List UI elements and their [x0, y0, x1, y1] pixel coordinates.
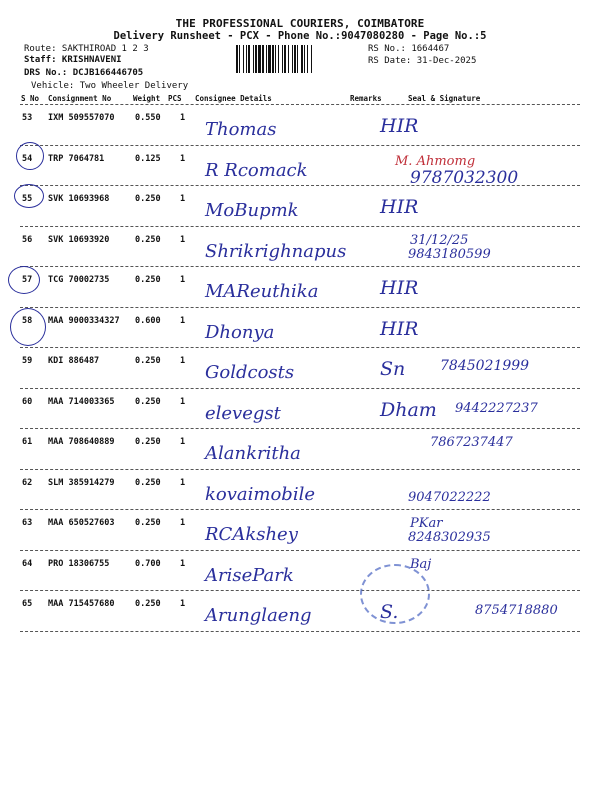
table-row: [0, 267, 600, 307]
pen-circle-57: [8, 266, 40, 294]
consignee-signature: MAReuthika: [205, 281, 319, 302]
row-pcs: 1: [180, 234, 186, 245]
contact-number-handwritten: 9787032300: [410, 167, 519, 188]
table-row: [0, 389, 600, 429]
row-sno: 55: [22, 194, 33, 204]
consignee-signature: Thomas: [205, 119, 277, 140]
row-consignment-no: MAA 650527603: [48, 518, 115, 528]
contact-number-handwritten: 9047022222: [408, 489, 491, 505]
row-weight: 0.250: [135, 437, 161, 447]
row-pcs: 1: [180, 477, 186, 488]
remark-signature: Sn: [380, 358, 406, 380]
remark-signature: M. Ahmomg: [395, 153, 476, 169]
consignee-signature: RCAkshey: [205, 524, 298, 545]
runsheet-subtitle: Delivery Runsheet - PCX - Phone No.:9047080280 - Page No.:5: [113, 30, 487, 42]
row-sno: 63: [22, 518, 33, 528]
row-weight: 0.250: [135, 275, 161, 285]
consignee-signature: Alankritha: [205, 443, 301, 464]
row-pcs: 1: [180, 599, 186, 609]
remark-signature: PKar: [410, 516, 443, 531]
rs-number: RS No.: 1664467: [368, 44, 450, 54]
row-consignment-no: TRP 7064781: [48, 153, 105, 164]
row-pcs: 1: [180, 558, 186, 569]
consignee-signature: ArisePark: [205, 564, 294, 586]
company-stamp: [360, 564, 430, 624]
remark-signature: Baj: [410, 556, 432, 572]
table-row: [0, 186, 600, 226]
row-consignment-no: KDI 886487: [48, 356, 100, 366]
contact-number-handwritten: 8248302935: [408, 530, 491, 545]
row-weight: 0.600: [135, 315, 161, 326]
row-sno: 56: [22, 234, 33, 245]
row-sno: 61: [22, 437, 33, 447]
rs-date: RS Date: 31-Dec-2025: [368, 56, 477, 66]
col-consignee: Consignee Details: [195, 94, 272, 103]
col-weight: Weight: [133, 94, 161, 103]
row-weight: 0.250: [135, 356, 161, 366]
col-pcs: PCS: [168, 94, 182, 103]
table-row: [0, 470, 600, 510]
col-remarks: Remarks: [350, 94, 382, 103]
row-weight: 0.250: [135, 396, 161, 407]
row-sno: 53: [22, 113, 33, 123]
vehicle-label: Vehicle: Two Wheeler Delivery: [31, 81, 189, 91]
consignee-signature: Arunglaeng: [205, 605, 312, 626]
row-sno: 65: [22, 599, 33, 609]
table-row: [0, 429, 600, 469]
consignee-signature: MoBupmk: [205, 200, 299, 221]
row-weight: 0.700: [135, 558, 161, 569]
row-weight: 0.250: [135, 599, 161, 609]
remark-signature: Dham: [380, 398, 437, 421]
row-pcs: 1: [180, 153, 186, 164]
row-pcs: 1: [180, 275, 186, 285]
row-weight: 0.250: [135, 194, 161, 204]
consignee-signature: R Rcomack: [205, 159, 308, 181]
table-row: [0, 105, 600, 145]
table-row: [0, 227, 600, 267]
consignee-signature: kovaimobile: [205, 483, 315, 505]
barcode: [236, 45, 364, 73]
remark-signature: HIR: [380, 317, 419, 340]
table-row: [0, 551, 600, 591]
row-sno: 57: [22, 275, 33, 285]
row-sno: 62: [22, 477, 33, 488]
col-sno: S No: [21, 94, 40, 103]
col-seal-signature: Seal & Signature: [408, 94, 481, 103]
row-consignment-no: SVK 10693968: [48, 194, 110, 204]
remark-signature: HIR: [380, 115, 419, 137]
route-label: Route: SAKTHIROAD 1 2 3: [24, 44, 149, 54]
row-consignment-no: TCG 70002735: [48, 275, 110, 285]
row-sno: 58: [22, 315, 33, 326]
row-pcs: 1: [180, 518, 186, 528]
remark-signature: HIR: [380, 196, 419, 218]
row-consignment-no: PRO 18306755: [48, 558, 110, 569]
contact-number-handwritten: 9442227237: [455, 400, 538, 416]
staff-label: Staff: KRISHNAVENI: [24, 55, 122, 65]
contact-number-handwritten: 8754718880: [475, 603, 558, 618]
pen-circle-54: [16, 142, 44, 170]
row-weight: 0.250: [135, 477, 161, 488]
row-consignment-no: MAA 715457680: [48, 599, 115, 609]
row-weight: 0.125: [135, 153, 161, 164]
table-row: [0, 146, 600, 186]
row-sno: 59: [22, 356, 33, 366]
contact-number-handwritten: 9843180599: [408, 246, 491, 262]
consignee-signature: Shrikrighnapus: [205, 240, 347, 262]
row-pcs: 1: [180, 356, 186, 366]
row-weight: 0.250: [135, 518, 161, 528]
row-consignment-no: SVK 10693920: [48, 234, 110, 245]
row-consignment-no: SLM 385914279: [48, 477, 115, 488]
consignee-signature: Goldcosts: [205, 362, 295, 383]
table-row: [0, 510, 600, 550]
consignee-signature: Dhonya: [205, 321, 275, 343]
row-consignment-no: MAA 714003365: [48, 396, 115, 407]
pen-circle-55: [14, 184, 44, 208]
row-weight: 0.550: [135, 113, 161, 123]
row-weight: 0.250: [135, 234, 161, 245]
contact-number-handwritten: 7867237447: [430, 435, 513, 450]
drs-number: DRS No.: DCJB166446705: [24, 68, 144, 78]
company-title: THE PROFESSIONAL COURIERS, COIMBATORE: [175, 17, 425, 30]
row-divider: [20, 631, 580, 632]
table-row: [0, 308, 600, 348]
row-pcs: 1: [180, 113, 186, 123]
remark-signature: HIR: [380, 277, 419, 299]
row-pcs: 1: [180, 315, 186, 326]
table-row: [0, 348, 600, 388]
row-consignment-no: MAA 708640889: [48, 437, 115, 447]
row-consignment-no: MAA 9000334327: [48, 315, 120, 326]
remark-signature: 31/12/25: [410, 232, 469, 248]
row-consignment-no: IXM 509557070: [48, 113, 115, 123]
consignee-signature: elevegst: [205, 402, 281, 424]
row-sno: 54: [22, 153, 33, 164]
contact-number-handwritten: 7845021999: [440, 358, 530, 374]
row-pcs: 1: [180, 194, 186, 204]
row-sno: 60: [22, 396, 33, 407]
table-row: [0, 591, 600, 631]
pen-circle-58: [10, 308, 46, 346]
remark-signature: S.: [380, 601, 399, 623]
row-sno: 64: [22, 558, 33, 569]
col-consignment: Consignment No: [48, 94, 112, 103]
row-pcs: 1: [180, 437, 186, 447]
row-pcs: 1: [180, 396, 186, 407]
